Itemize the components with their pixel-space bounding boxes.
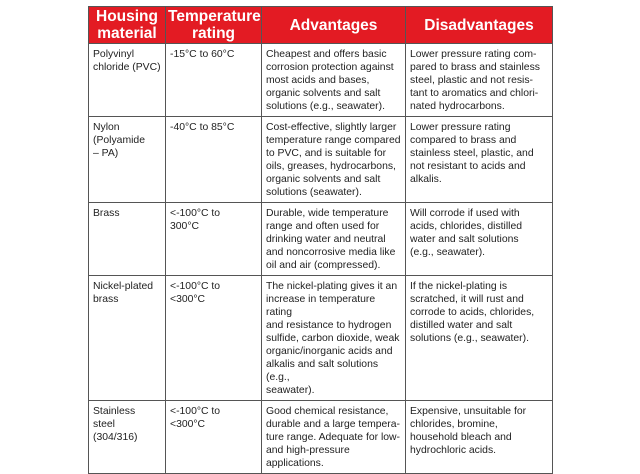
header-housing-material: Housing material — [89, 7, 166, 44]
header-temperature-rating: Temperature rating — [166, 7, 262, 44]
cell-disadvantages: Will corrode if used with acids, chlorides, distilled water and salt solutions (e.g., seawater). — [406, 203, 553, 276]
table-row-pvc — [89, 44, 553, 117]
cell-advantages: Cost-effective, slightly larger temperature range compared to PVC, and is suitable for oils, greases, hydrocarbons, organic solvents and salt solutions (seawater). — [262, 117, 406, 203]
table-row-nylon — [89, 117, 553, 203]
housing-material-table — [88, 6, 553, 474]
cell-disadvantages: Lower pressure rating com- pared to brass and stainless steel, plastic and not resis- tant to aromatics and chlori- nated hydrocarbons. — [406, 44, 553, 117]
header-disadvantages: Disadvantages — [406, 7, 553, 44]
table-row-brass — [89, 203, 553, 276]
header-advantages: Advantages — [262, 7, 406, 44]
cell-material: Stainless steel (304/316) — [89, 401, 166, 474]
cell-advantages: Durable, wide temperature range and often used for drinking water and neutral and noncorrosive media like oil and air (compressed). — [262, 203, 406, 276]
cell-temperature: -15°C to 60°C — [166, 44, 262, 117]
cell-advantages: Good chemical resistance, durable and a large tempera- ture range. Adequate for low- and high-pressure applications. — [262, 401, 406, 474]
cell-temperature: -40°C to 85°C — [166, 117, 262, 203]
cell-material: Nylon (Polyamide – PA) — [89, 117, 166, 203]
cell-disadvantages: If the nickel-plating is scratched, it will rust and corrode to acids, chlorides, distilled water and salt solutions (e.g., seawater). — [406, 276, 553, 401]
cell-temperature: <-100°C to <300°C — [166, 401, 262, 474]
cell-advantages: The nickel-plating gives it an increase in temperature rating and resistance to hydrogen sulfide, carbon dioxide, weak organic/inorganic acids and alkalis and salt solutions (e.g., seawater). — [262, 276, 406, 401]
cell-temperature: <-100°C to 300°C — [166, 203, 262, 276]
cell-disadvantages: Lower pressure rating compared to brass and stainless steel, plastic, and not resistant to acids and alkalis. — [406, 117, 553, 203]
cell-temperature: <-100°C to <300°C — [166, 276, 262, 401]
table-header-row — [89, 7, 553, 44]
cell-material: Polyvinyl chloride (PVC) — [89, 44, 166, 117]
table-row-nickel-plated-brass — [89, 276, 553, 401]
cell-disadvantages: Expensive, unsuitable for chlorides, bromine, household bleach and hydrochloric acids. — [406, 401, 553, 474]
cell-material: Nickel-plated brass — [89, 276, 166, 401]
cell-material: Brass — [89, 203, 166, 276]
table-row-stainless-steel — [89, 401, 553, 474]
cell-advantages: Cheapest and offers basic corrosion protection against most acids and bases, organic solvents and salt solutions (e.g., seawater). — [262, 44, 406, 117]
housing-material-table-container — [88, 6, 552, 474]
